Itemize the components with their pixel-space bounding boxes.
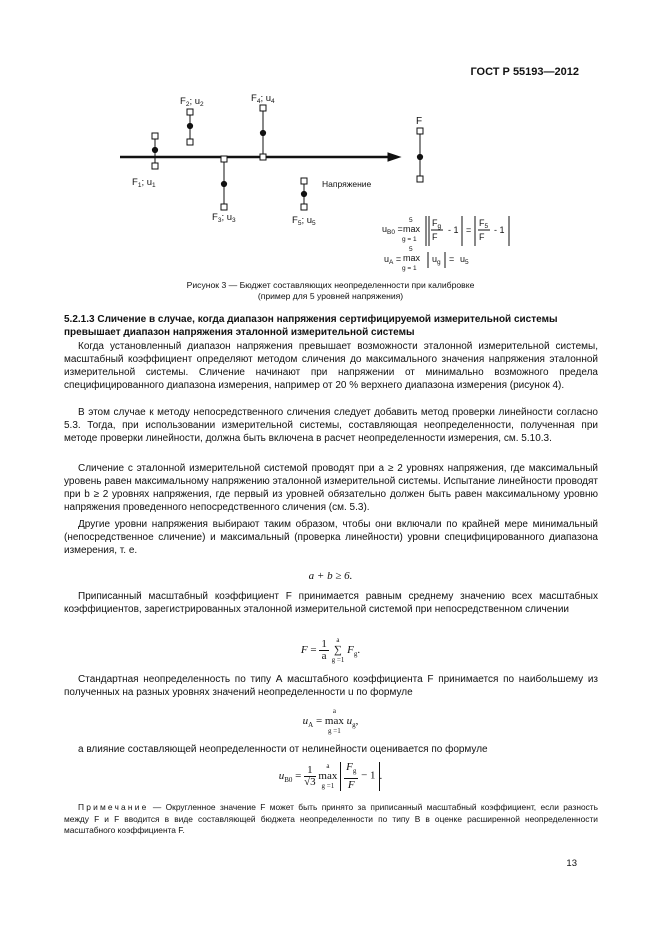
u5-dot [301,191,306,196]
note-label: Примечание [78,802,149,812]
paragraph-5: Приписанный масштабный коэффициент F принимается равным среднему значению всех масштабных коэффициентов, зарегистрированных эталонной измерительной системой при непосредственном сличении [64,591,598,615]
svg-text:F: F [432,232,438,242]
paragraph-7: а влияние составляющей неопределенности от нелинейности оценивается по формуле [78,744,488,755]
figure-3 [0,0,661,300]
formula-mean-f: F = $\frac{1}{a}$ a ∑ g =1 $F_g$. [300,636,361,664]
svg-text:u5: $u_5$ [460,254,469,266]
paragraph-3: Сличение с эталонной измерительной системой проводят при a ≥ 2 уровнях напряжения, где максимальный уровень равен максимальному напряжению эталонной измерительной системы. Испытание линейности проводят при b ≥ 2 уровнях напряжения, где первый из уровней обязательно должен быть равен максимальному уровню напряжения проведенного непосредственного сличения (см. 5.3). [64,463,598,513]
figure-caption [0,280,661,302]
svg-text:5: 5 [409,246,413,253]
paragraph-4: Другие уровни напряжения выбирают таким образом, чтобы они включали по крайней мере минимальный (непосредственное сличение) и максимальный (проверка линейности) уровни специфицированного диапазона измерения, т. е. [64,519,598,556]
paragraph-2: В этом случае к методу непосредственного сличения следует добавить метод проверки линейности согласно 5.3. Тогда, при использовании измерительной системы, составляющая неопределенности, полученная при методе проверки линейности, должна быть включена в расчет неопределенности измерения, см. 5.10.3. [64,407,598,444]
svg-text:max: max [403,224,421,234]
svg-text:F2; u2: $F_2$; $u_2$ [180,96,204,108]
formula-ub0: $u_{B0}$ = $\frac{1}{√3}$ a max g =1 $\frac{F_g}{F} - 1$ . [278,761,383,791]
f-dot [417,154,422,159]
svg-text:max: max [403,253,421,263]
svg-text:- 1: - 1 [448,225,459,235]
note-text: — Округленное значение F может быть принято за приписанный масштабный коэффициент, если разность между F и F вводится в виде составляющей бюджета неопределенности по типу В в оценке расширенной неопределенности масштабного коэффициента F. [64,802,598,835]
formula-a-plus-b: a + b ≥ 6. [308,570,353,582]
svg-text:- 1: - 1 [494,225,505,235]
svg-text:uA =: $u_A$ = [384,254,402,266]
svg-text:g = 1: g = 1 [402,236,417,243]
svg-text:=: = [449,254,455,264]
svg-text:F: F [479,232,485,242]
svg-text:F3; u3: $F_3$; $u_3$ [212,212,236,224]
svg-text:uB0 =: $u_{B0}$ = [382,224,403,236]
u4-dot [260,130,265,135]
svg-text:ug: $u_g$ [432,254,441,266]
svg-text:F5; u5: $F_5$; $u_5$ [292,215,316,227]
paragraph-1: Когда установленный диапазон напряжения превышает возможности эталонной измерительной системы, масштабный коэффициент определяют методом сличения до максимального значения напряжения эталонной измерительной системы. Сличение начинают при напряжении от минимально возможного предела специфицированного диапазона измерения, например от 20 % верхнего диапазона измерения (рисунок 4). [64,341,598,391]
svg-text:Fg: $F_g$ [432,218,442,230]
formula-ua: $u_A$ = a max g =1 $u_g$, [302,707,359,735]
svg-text:=: = [466,225,472,235]
svg-text:F: F [416,116,423,127]
svg-text:F5: $F_5$ [479,218,489,230]
caption-line-1: Рисунок 3 — Бюджет составляющих неопределенности при калибровке [186,280,475,290]
svg-text:F4; u4: $F_4$; $u_4$ [251,93,275,105]
u3-dot [221,181,226,186]
f1-marker [152,133,158,139]
f1-bottom-marker [152,163,158,169]
paragraph-6: Стандартная неопределенность по типу А масштабного коэффициента F принимается по наибольшему из полученных на разных уровнях значений неопределенности u по формуле [64,674,598,698]
axis-arrow-icon [388,153,400,161]
section-heading: 5.2.1.3 Сличение в случае, когда диапазон напряжения сертифицируемой измерительной системы превышает диапазон напряжения эталонной измерительной системы [64,314,558,338]
page-number: 13 [566,858,577,869]
svg-text:Напряжение: Напряжение [322,179,372,189]
u2-dot [187,123,192,128]
svg-text:5: 5 [409,217,413,224]
svg-text:g = 1: g = 1 [402,265,417,272]
document-id: ГОСТ Р 55193—2012 [470,66,579,78]
caption-line-2: (пример для 5 уровней напряжения) [257,291,404,301]
svg-text:F1; u1: $F_1$; $u_1$ [132,177,156,189]
u1-dot [152,147,157,152]
note [64,802,598,837]
